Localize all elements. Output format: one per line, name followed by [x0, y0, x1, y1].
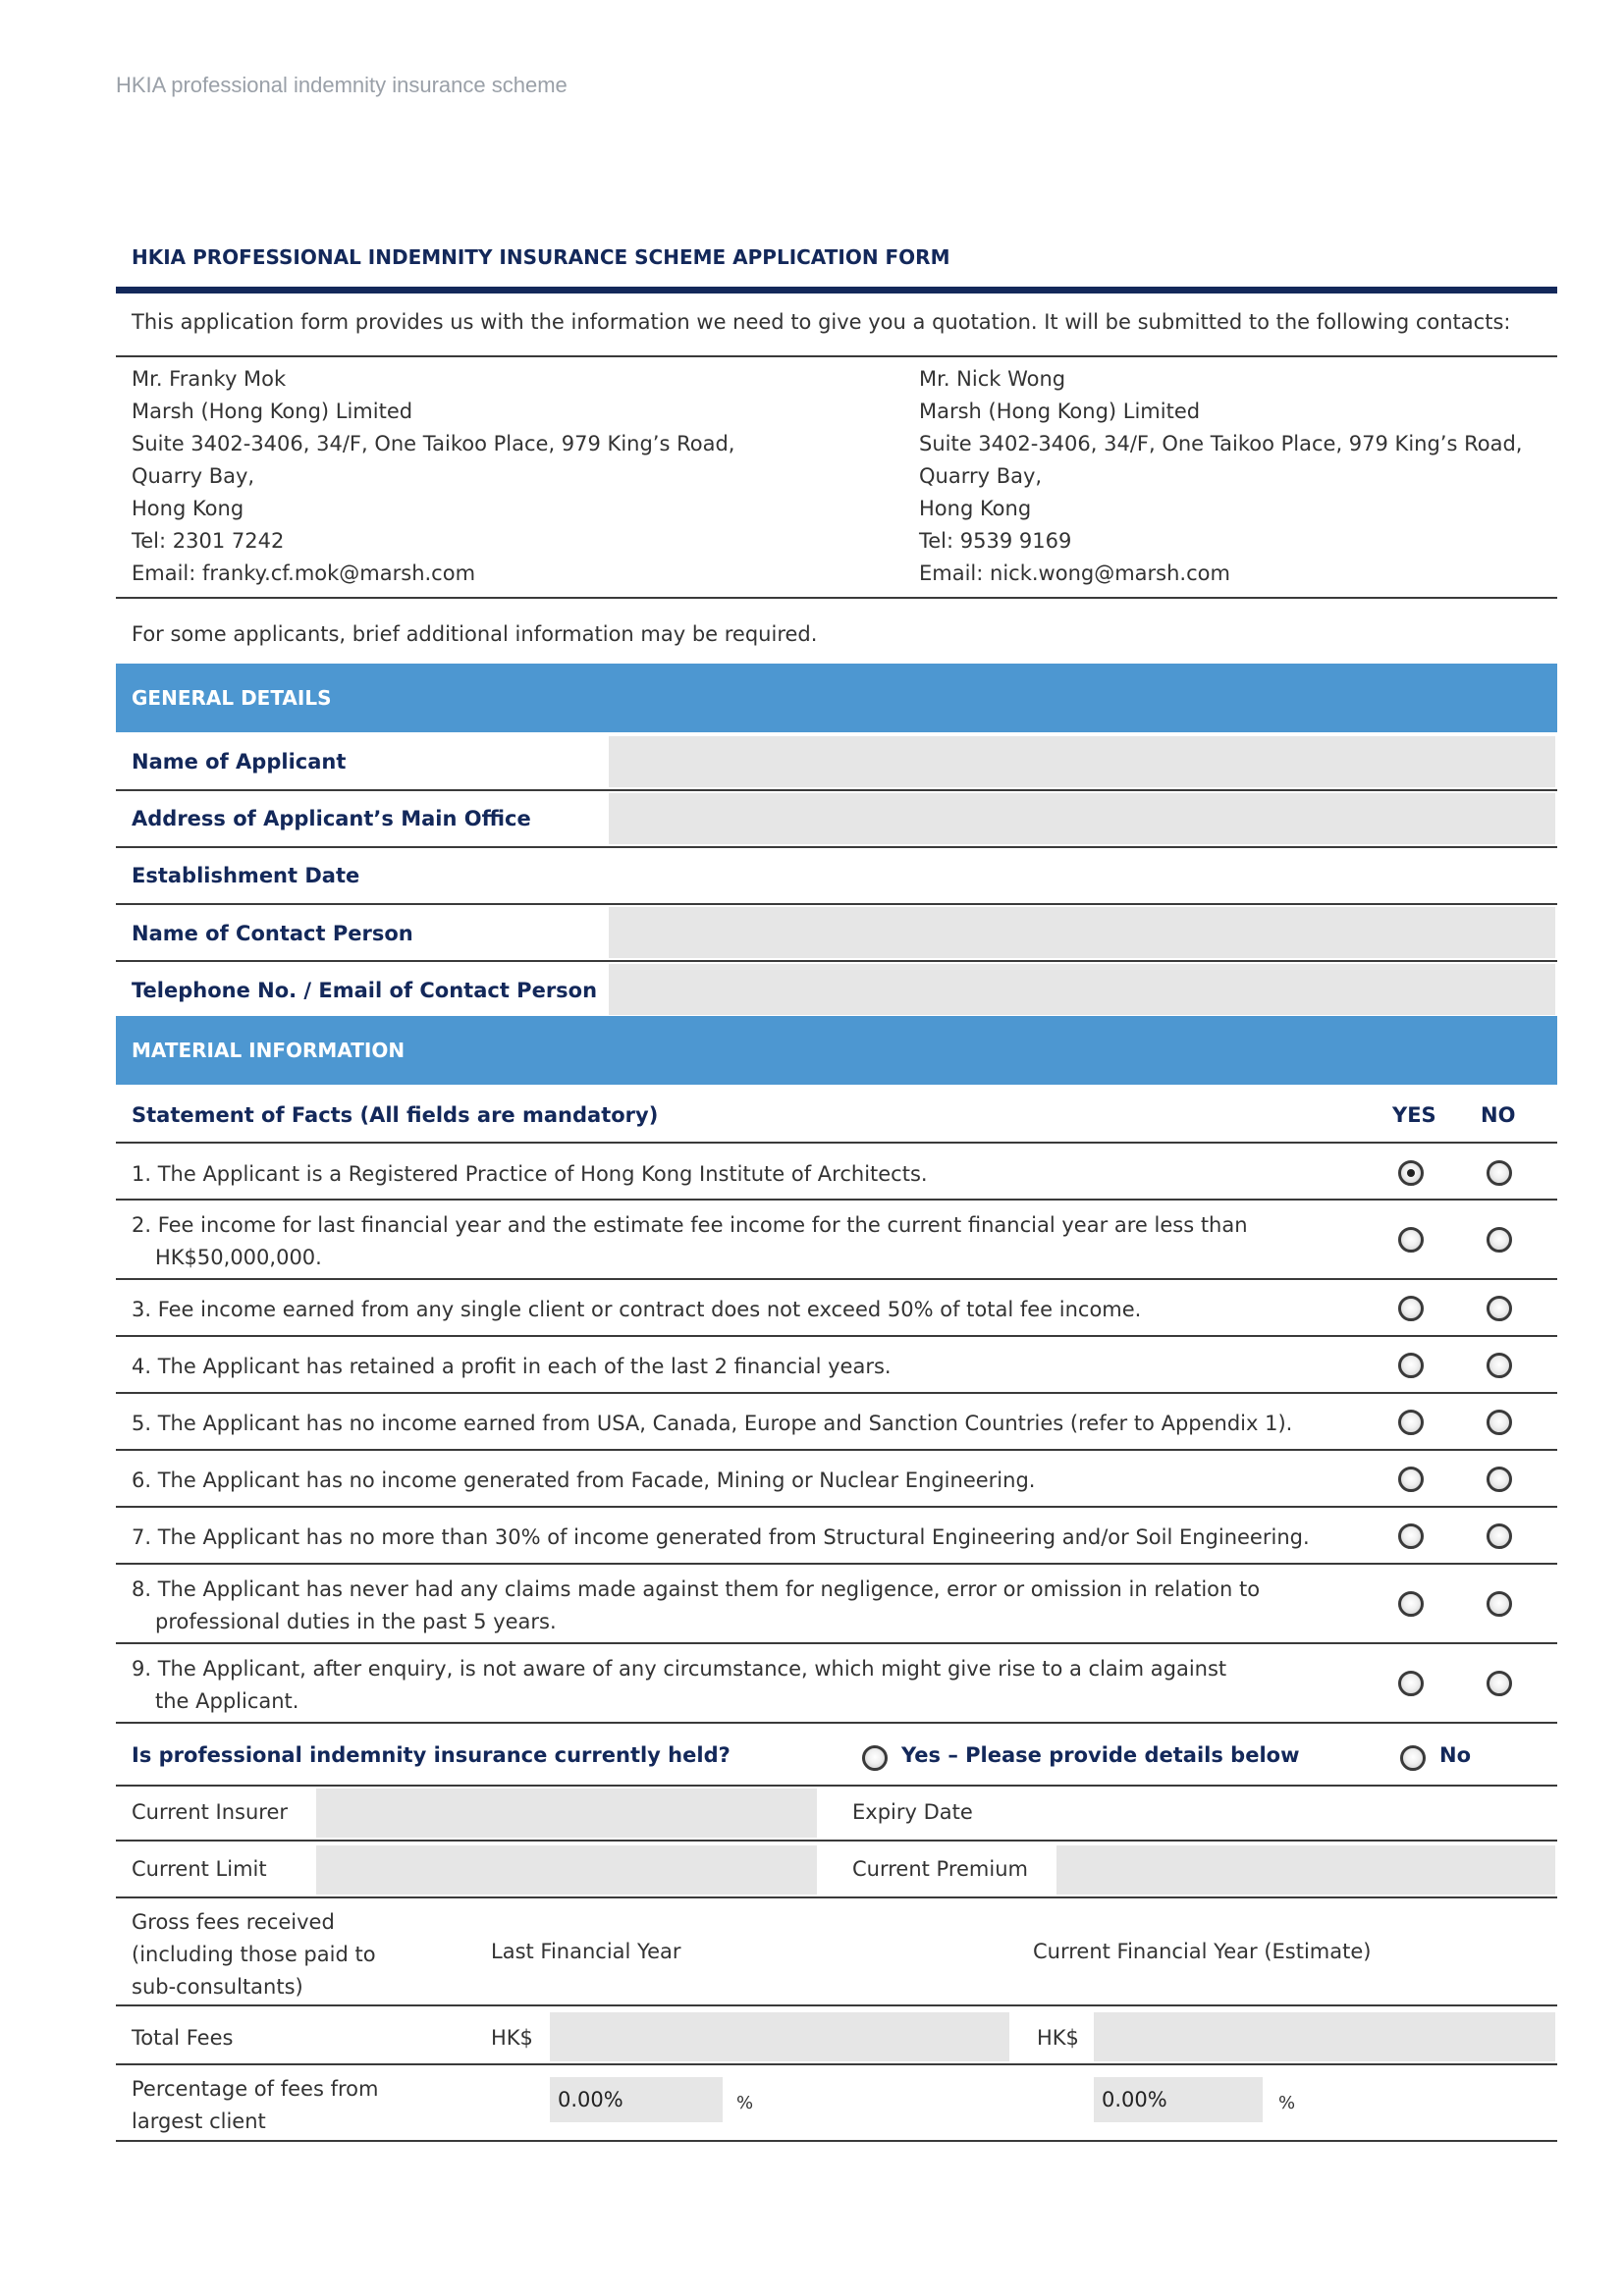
divider — [116, 903, 1557, 905]
divider — [116, 789, 1557, 791]
gross-fees-line: (including those paid to — [132, 1943, 376, 1966]
percent-unit: % — [736, 2093, 754, 2113]
q2-yes-radio[interactable] — [1398, 1227, 1424, 1253]
pi-yes-radio[interactable] — [862, 1745, 888, 1771]
pct-current-year-field[interactable]: 0.00% — [1094, 2077, 1263, 2122]
contact-name: Mr. Nick Wong — [919, 367, 1066, 391]
q6-yes-radio[interactable] — [1398, 1467, 1424, 1492]
divider — [116, 1199, 1557, 1201]
contact-name: Mr. Franky Mok — [132, 367, 287, 391]
q2-no-radio[interactable] — [1487, 1227, 1512, 1253]
pct-last-year-field[interactable]: 0.00% — [550, 2077, 723, 2122]
divider — [116, 2140, 1557, 2142]
question-text-cont: HK$50,000,000. — [155, 1246, 322, 1269]
last-financial-year-header: Last Financial Year — [491, 1940, 681, 1963]
q8-yes-radio[interactable] — [1398, 1591, 1424, 1617]
question-text: 8. The Applicant has never had any claims made against them for negligence, error or omission in relation to — [132, 1577, 1261, 1601]
q5-yes-radio[interactable] — [1398, 1410, 1424, 1435]
current-premium-field[interactable] — [1056, 1845, 1555, 1895]
total-fees-last-year-field[interactable] — [550, 2012, 1009, 2061]
divider — [116, 960, 1557, 962]
contact-address: Hong Kong — [132, 497, 244, 520]
contact-block-1 — [132, 363, 734, 590]
contact-tel-email-label: Telephone No. / Email of Contact Person — [132, 979, 598, 1002]
divider — [116, 1506, 1557, 1508]
q1-no-radio[interactable] — [1487, 1160, 1512, 1186]
question-text-cont: the Applicant. — [155, 1689, 299, 1713]
establishment-date-label: Establishment Date — [132, 864, 360, 887]
contact-tel: Tel: 2301 7242 — [132, 529, 285, 553]
divider — [116, 1563, 1557, 1565]
contact-address: Suite 3402-3406, 34/F, One Taikoo Place, 979 King’s Road, — [132, 432, 735, 455]
contact-address: Quarry Bay, — [919, 464, 1043, 488]
contact-person-label: Name of Contact Person — [132, 922, 413, 945]
form-title: HKIA PROFESSIONAL INDEMNITY INSURANCE SCHEME APPLICATION FORM — [132, 245, 950, 269]
question-9 — [132, 1653, 1226, 1718]
currency-label: HK$ — [1037, 2026, 1079, 2050]
applicant-name-label: Name of Applicant — [132, 750, 347, 774]
total-fees-current-year-field[interactable] — [1094, 2012, 1555, 2061]
contact-tel-email-field[interactable] — [609, 964, 1555, 1015]
q1-yes-radio[interactable] — [1398, 1160, 1424, 1186]
divider — [116, 2063, 1557, 2065]
pct-label-line: largest client — [132, 2109, 266, 2133]
current-insurer-field[interactable] — [316, 1789, 817, 1838]
question-text: 7. The Applicant has no more than 30% of income generated from Structural Engineering and/or Soil Engineering. — [132, 1525, 1310, 1549]
divider — [116, 597, 1557, 599]
question-text-cont: professional duties in the past 5 years. — [155, 1610, 557, 1633]
title-rule — [116, 287, 1557, 294]
contact-company: Marsh (Hong Kong) Limited — [132, 400, 413, 423]
q3-yes-radio[interactable] — [1398, 1296, 1424, 1321]
yes-column-header: YES — [1392, 1103, 1436, 1127]
q9-yes-radio[interactable] — [1398, 1671, 1424, 1696]
current-limit-label: Current Limit — [132, 1857, 267, 1881]
divider — [116, 1642, 1557, 1644]
question-6 — [132, 1465, 1035, 1497]
question-4 — [132, 1351, 892, 1383]
expiry-date-field[interactable] — [1056, 1789, 1555, 1838]
pct-label-line: Percentage of fees from — [132, 2077, 379, 2101]
gross-fees-label — [132, 1906, 376, 2003]
contact-email: Email: franky.cf.mok@marsh.com — [132, 561, 476, 585]
question-5 — [132, 1408, 1292, 1440]
pi-no-radio[interactable] — [1400, 1745, 1426, 1771]
question-1 — [132, 1158, 928, 1191]
divider — [116, 1449, 1557, 1451]
contact-tel: Tel: 9539 9169 — [919, 529, 1072, 553]
pi-no-label: No — [1439, 1743, 1472, 1767]
question-8 — [132, 1574, 1260, 1638]
q9-no-radio[interactable] — [1487, 1671, 1512, 1696]
total-fees-label: Total Fees — [132, 2026, 234, 2050]
statement-heading: Statement of Facts (All fields are mandatory) — [132, 1103, 659, 1127]
q5-no-radio[interactable] — [1487, 1410, 1512, 1435]
material-information-heading: MATERIAL INFORMATION — [116, 1016, 1557, 1085]
question-7 — [132, 1522, 1310, 1554]
note-text: For some applicants, brief additional information may be required. — [132, 622, 818, 646]
divider — [116, 1896, 1557, 1898]
question-3 — [132, 1294, 1141, 1326]
question-text: 5. The Applicant has no income earned from USA, Canada, Europe and Sanction Countries (refer to Appendix 1). — [132, 1412, 1293, 1435]
divider — [116, 1392, 1557, 1394]
q7-yes-radio[interactable] — [1398, 1523, 1424, 1549]
gross-fees-line: Gross fees received — [132, 1910, 335, 1934]
percent-unit: % — [1278, 2093, 1296, 2113]
divider — [116, 1785, 1557, 1787]
contact-person-field[interactable] — [609, 907, 1555, 958]
current-premium-label: Current Premium — [852, 1857, 1028, 1881]
current-financial-year-header: Current Financial Year (Estimate) — [1033, 1940, 1372, 1963]
question-text: 6. The Applicant has no income generated from Facade, Mining or Nuclear Engineering. — [132, 1468, 1036, 1492]
divider — [116, 846, 1557, 848]
question-text: 2. Fee income for last financial year and the estimate fee income for the current financial year are less than — [132, 1213, 1248, 1237]
question-text: 1. The Applicant is a Registered Practice of Hong Kong Institute of Architects. — [132, 1162, 928, 1186]
q4-no-radio[interactable] — [1487, 1353, 1512, 1378]
contact-address: Hong Kong — [919, 497, 1032, 520]
question-text: 3. Fee income earned from any single client or contract does not exceed 50% of total fee income. — [132, 1298, 1142, 1321]
main-office-address-label: Address of Applicant’s Main Office — [132, 807, 531, 830]
current-limit-field[interactable] — [316, 1845, 817, 1895]
applicant-name-field[interactable] — [609, 736, 1555, 787]
pi-held-question: Is professional indemnity insurance currently held? — [132, 1743, 731, 1767]
contact-company: Marsh (Hong Kong) Limited — [919, 400, 1201, 423]
establishment-date-field[interactable] — [609, 850, 1555, 901]
main-office-address-field[interactable] — [609, 793, 1555, 844]
q6-no-radio[interactable] — [1487, 1467, 1512, 1492]
q8-no-radio[interactable] — [1487, 1591, 1512, 1617]
current-insurer-label: Current Insurer — [132, 1800, 289, 1824]
contact-address: Suite 3402-3406, 34/F, One Taikoo Place, 979 King’s Road, — [919, 432, 1523, 455]
divider — [116, 2004, 1557, 2006]
q4-yes-radio[interactable] — [1398, 1353, 1424, 1378]
q3-no-radio[interactable] — [1487, 1296, 1512, 1321]
q7-no-radio[interactable] — [1487, 1523, 1512, 1549]
general-details-heading: GENERAL DETAILS — [116, 664, 1557, 732]
divider — [116, 1722, 1557, 1724]
pi-yes-label: Yes – Please provide details below — [901, 1743, 1300, 1767]
contact-email: Email: nick.wong@marsh.com — [919, 561, 1230, 585]
divider — [116, 1278, 1557, 1280]
running-header: HKIA professional indemnity insurance scheme — [116, 73, 568, 97]
divider — [116, 1335, 1557, 1337]
expiry-date-label: Expiry Date — [852, 1800, 973, 1824]
question-text: 4. The Applicant has retained a profit in each of the last 2 financial years. — [132, 1355, 892, 1378]
contact-block-2 — [919, 363, 1522, 590]
question-2 — [132, 1209, 1248, 1274]
pct-largest-client-label — [132, 2073, 378, 2138]
divider — [116, 1840, 1557, 1842]
divider — [116, 1142, 1557, 1144]
currency-label: HK$ — [491, 2026, 533, 2050]
contact-address: Quarry Bay, — [132, 464, 255, 488]
question-text: 9. The Applicant, after enquiry, is not aware of any circumstance, which might give rise to a claim against — [132, 1657, 1227, 1681]
no-column-header: NO — [1481, 1103, 1516, 1127]
gross-fees-line: sub-consultants) — [132, 1975, 303, 1999]
intro-text: This application form provides us with the information we need to give you a quotation. It will be submitted to the following contacts: — [132, 310, 1511, 334]
divider — [116, 355, 1557, 357]
